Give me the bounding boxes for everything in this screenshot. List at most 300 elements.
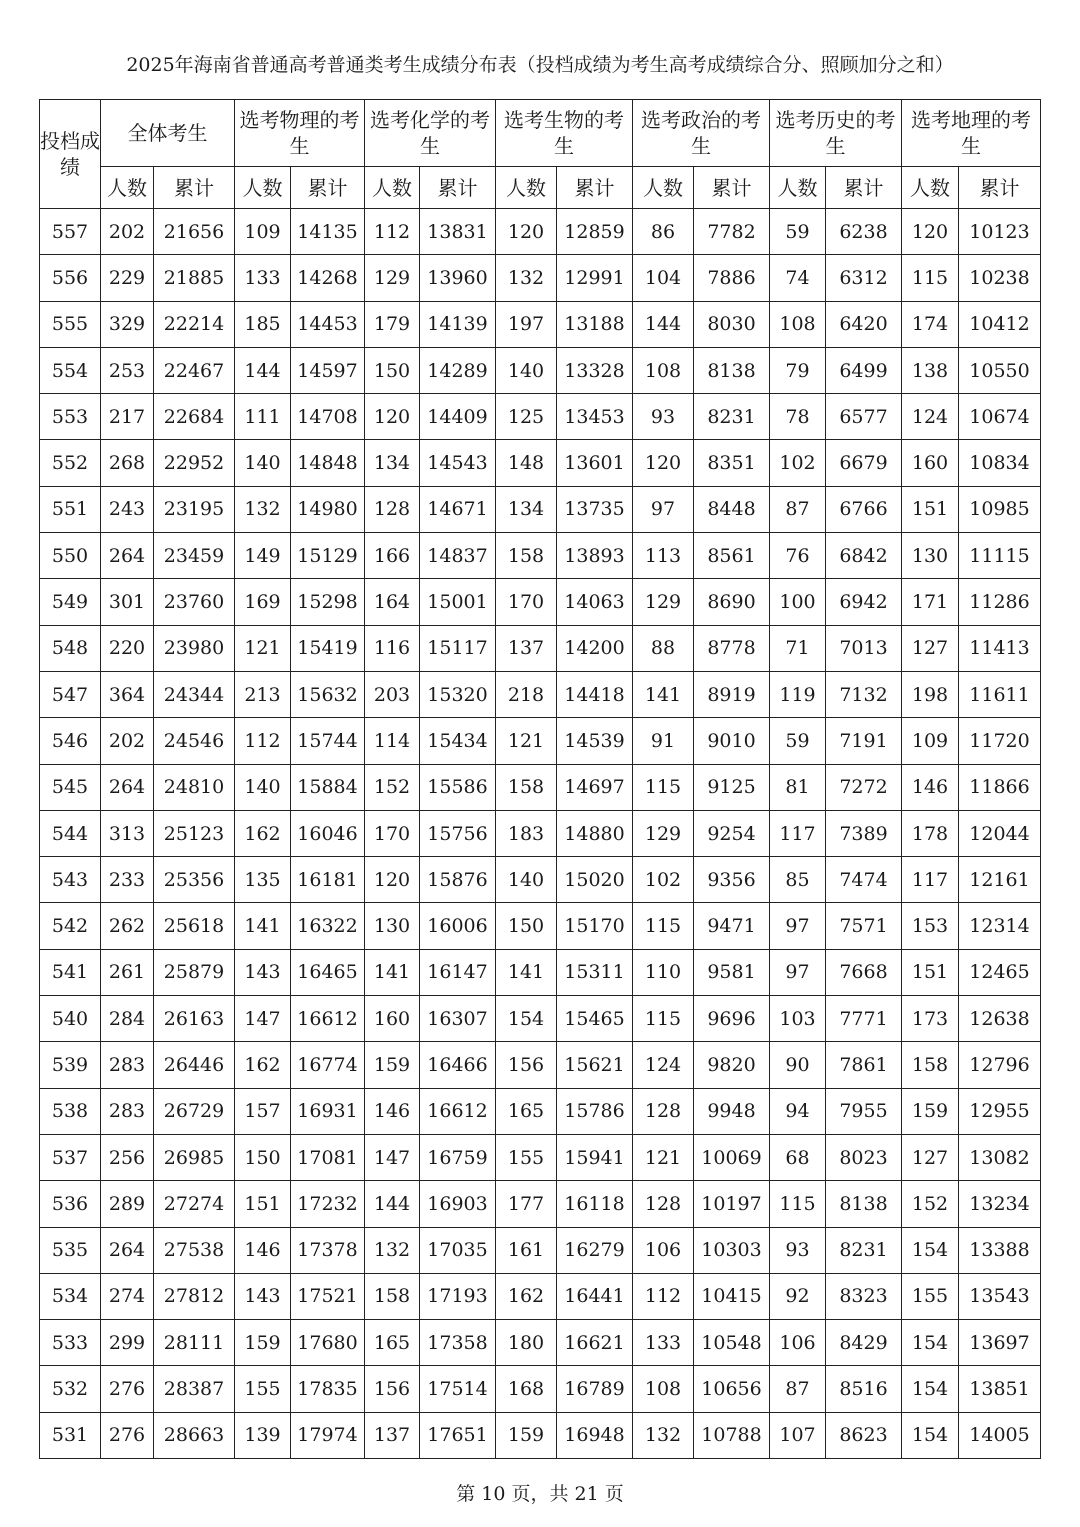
table-cell: 103 — [770, 996, 826, 1042]
table-cell: 220 — [101, 625, 154, 671]
table-cell: 17193 — [420, 1273, 496, 1319]
table-cell: 132 — [365, 1227, 420, 1273]
table-cell: 8429 — [826, 1320, 902, 1366]
table-cell: 22214 — [154, 301, 235, 347]
table-cell: 217 — [101, 394, 154, 440]
table-cell: 16774 — [291, 1042, 365, 1088]
table-cell: 132 — [496, 255, 557, 301]
table-cell: 16322 — [291, 903, 365, 949]
header-count: 人数 — [633, 167, 694, 209]
table-cell: 14697 — [557, 764, 633, 810]
table-cell: 16466 — [420, 1042, 496, 1088]
table-cell: 156 — [365, 1366, 420, 1412]
table-cell: 7132 — [826, 671, 902, 717]
table-cell: 6420 — [826, 301, 902, 347]
table-cell: 21885 — [154, 255, 235, 301]
table-cell: 301 — [101, 579, 154, 625]
table-cell: 23980 — [154, 625, 235, 671]
table-cell: 329 — [101, 301, 154, 347]
table-cell: 159 — [902, 1088, 959, 1134]
table-cell: 15298 — [291, 579, 365, 625]
table-cell: 12314 — [959, 903, 1041, 949]
table-cell: 16621 — [557, 1320, 633, 1366]
table-cell: 15001 — [420, 579, 496, 625]
table-cell: 159 — [235, 1320, 291, 1366]
table-cell: 13735 — [557, 486, 633, 532]
table-cell: 198 — [902, 671, 959, 717]
table-cell: 153 — [902, 903, 959, 949]
table-cell: 151 — [235, 1181, 291, 1227]
score-cell: 547 — [40, 671, 101, 717]
table-cell: 166 — [365, 533, 420, 579]
table-row — [40, 1412, 1041, 1458]
table-cell: 129 — [365, 255, 420, 301]
table-cell: 165 — [496, 1088, 557, 1134]
table-cell: 143 — [235, 949, 291, 995]
table-cell: 156 — [496, 1042, 557, 1088]
table-cell: 130 — [902, 533, 959, 579]
table-cell: 10412 — [959, 301, 1041, 347]
table-cell: 15170 — [557, 903, 633, 949]
table-cell: 10985 — [959, 486, 1041, 532]
table-cell: 171 — [902, 579, 959, 625]
table-cell: 120 — [633, 440, 694, 486]
table-cell: 197 — [496, 301, 557, 347]
table-cell: 276 — [101, 1412, 154, 1458]
table-cell: 93 — [770, 1227, 826, 1273]
table-cell: 283 — [101, 1042, 154, 1088]
table-cell: 10197 — [694, 1181, 770, 1227]
table-row — [40, 1366, 1041, 1412]
table-cell: 13851 — [959, 1366, 1041, 1412]
table-cell: 213 — [235, 671, 291, 717]
table-cell: 158 — [496, 533, 557, 579]
header-cumulative: 累计 — [557, 167, 633, 209]
table-cell: 152 — [902, 1181, 959, 1227]
table-cell: 92 — [770, 1273, 826, 1319]
table-cell: 10415 — [694, 1273, 770, 1319]
table-cell: 115 — [770, 1181, 826, 1227]
table-body — [40, 209, 1041, 1459]
table-cell: 14268 — [291, 255, 365, 301]
table-cell: 81 — [770, 764, 826, 810]
table-row — [40, 1227, 1041, 1273]
table-cell: 15586 — [420, 764, 496, 810]
table-cell: 16612 — [420, 1088, 496, 1134]
table-cell: 170 — [365, 810, 420, 856]
table-cell: 162 — [496, 1273, 557, 1319]
table-cell: 9010 — [694, 718, 770, 764]
header-cumulative: 累计 — [959, 167, 1041, 209]
table-cell: 132 — [235, 486, 291, 532]
table-cell: 8231 — [826, 1227, 902, 1273]
table-cell: 185 — [235, 301, 291, 347]
table-cell: 94 — [770, 1088, 826, 1134]
table-cell: 119 — [770, 671, 826, 717]
header-count: 人数 — [235, 167, 291, 209]
table-row — [40, 764, 1041, 810]
table-cell: 13388 — [959, 1227, 1041, 1273]
table-row — [40, 1181, 1041, 1227]
table-cell: 8023 — [826, 1134, 902, 1180]
score-cell: 532 — [40, 1366, 101, 1412]
table-cell: 146 — [235, 1227, 291, 1273]
header-cumulative: 累计 — [420, 167, 496, 209]
table-cell: 15756 — [420, 810, 496, 856]
table-cell: 15117 — [420, 625, 496, 671]
table-cell: 17974 — [291, 1412, 365, 1458]
score-cell: 538 — [40, 1088, 101, 1134]
table-cell: 17378 — [291, 1227, 365, 1273]
table-cell: 155 — [496, 1134, 557, 1180]
table-cell: 128 — [633, 1181, 694, 1227]
table-cell: 6842 — [826, 533, 902, 579]
table-cell: 59 — [770, 209, 826, 255]
table-cell: 178 — [902, 810, 959, 856]
table-cell: 8231 — [694, 394, 770, 440]
table-cell: 16903 — [420, 1181, 496, 1227]
table-cell: 121 — [633, 1134, 694, 1180]
table-cell: 140 — [235, 764, 291, 810]
table-cell: 6679 — [826, 440, 902, 486]
header-cumulative: 累计 — [154, 167, 235, 209]
table-cell: 26163 — [154, 996, 235, 1042]
table-cell: 151 — [902, 486, 959, 532]
table-cell: 7191 — [826, 718, 902, 764]
table-cell: 151 — [902, 949, 959, 995]
table-cell: 16307 — [420, 996, 496, 1042]
table-cell: 24810 — [154, 764, 235, 810]
table-cell: 27538 — [154, 1227, 235, 1273]
table-cell: 15744 — [291, 718, 365, 764]
table-cell: 10548 — [694, 1320, 770, 1366]
table-cell: 26985 — [154, 1134, 235, 1180]
table-cell: 158 — [496, 764, 557, 810]
table-cell: 133 — [235, 255, 291, 301]
table-cell: 13601 — [557, 440, 633, 486]
table-cell: 8138 — [826, 1181, 902, 1227]
table-cell: 14200 — [557, 625, 633, 671]
table-cell: 134 — [365, 440, 420, 486]
table-cell: 16465 — [291, 949, 365, 995]
table-cell: 22467 — [154, 347, 235, 393]
table-cell: 14848 — [291, 440, 365, 486]
table-cell: 146 — [365, 1088, 420, 1134]
table-cell: 6577 — [826, 394, 902, 440]
table-cell: 17651 — [420, 1412, 496, 1458]
table-cell: 10303 — [694, 1227, 770, 1273]
table-cell: 14005 — [959, 1412, 1041, 1458]
table-cell: 14453 — [291, 301, 365, 347]
table-row — [40, 301, 1041, 347]
table-cell: 16948 — [557, 1412, 633, 1458]
table-cell: 289 — [101, 1181, 154, 1227]
table-row — [40, 903, 1041, 949]
table-cell: 26729 — [154, 1088, 235, 1134]
table-cell: 16279 — [557, 1227, 633, 1273]
table-cell: 150 — [235, 1134, 291, 1180]
table-cell: 88 — [633, 625, 694, 671]
table-cell: 256 — [101, 1134, 154, 1180]
table-cell: 11413 — [959, 625, 1041, 671]
table-cell: 117 — [902, 857, 959, 903]
table-cell: 25123 — [154, 810, 235, 856]
table-cell: 8138 — [694, 347, 770, 393]
table-row — [40, 486, 1041, 532]
table-cell: 283 — [101, 1088, 154, 1134]
table-row — [40, 949, 1041, 995]
table-cell: 115 — [633, 996, 694, 1042]
table-cell: 107 — [770, 1412, 826, 1458]
table-cell: 158 — [902, 1042, 959, 1088]
table-cell: 21656 — [154, 209, 235, 255]
table-cell: 313 — [101, 810, 154, 856]
table-cell: 155 — [902, 1273, 959, 1319]
table-cell: 13082 — [959, 1134, 1041, 1180]
table-cell: 149 — [235, 533, 291, 579]
score-cell: 539 — [40, 1042, 101, 1088]
table-cell: 15786 — [557, 1088, 633, 1134]
table-cell: 13453 — [557, 394, 633, 440]
table-cell: 10550 — [959, 347, 1041, 393]
table-cell: 276 — [101, 1366, 154, 1412]
table-cell: 13234 — [959, 1181, 1041, 1227]
header-count: 人数 — [101, 167, 154, 209]
table-cell: 97 — [770, 949, 826, 995]
score-cell: 557 — [40, 209, 101, 255]
table-cell: 15621 — [557, 1042, 633, 1088]
score-cell: 546 — [40, 718, 101, 764]
table-cell: 243 — [101, 486, 154, 532]
table-cell: 7571 — [826, 903, 902, 949]
table-cell: 16118 — [557, 1181, 633, 1227]
table-cell: 147 — [365, 1134, 420, 1180]
header-group: 选考历史的考生 — [770, 100, 902, 167]
table-cell: 154 — [902, 1320, 959, 1366]
table-cell: 14063 — [557, 579, 633, 625]
table-cell: 138 — [902, 347, 959, 393]
table-cell: 14539 — [557, 718, 633, 764]
table-cell: 114 — [365, 718, 420, 764]
header-group: 选考地理的考生 — [902, 100, 1041, 167]
table-cell: 202 — [101, 718, 154, 764]
table-cell: 9581 — [694, 949, 770, 995]
table-cell: 7771 — [826, 996, 902, 1042]
table-cell: 17514 — [420, 1366, 496, 1412]
table-cell: 135 — [235, 857, 291, 903]
table-cell: 8516 — [826, 1366, 902, 1412]
table-cell: 13831 — [420, 209, 496, 255]
table-cell: 17680 — [291, 1320, 365, 1366]
table-cell: 268 — [101, 440, 154, 486]
table-cell: 165 — [365, 1320, 420, 1366]
table-cell: 233 — [101, 857, 154, 903]
table-cell: 14418 — [557, 671, 633, 717]
table-cell: 112 — [235, 718, 291, 764]
table-cell: 127 — [902, 1134, 959, 1180]
table-cell: 27812 — [154, 1273, 235, 1319]
table-cell: 154 — [902, 1366, 959, 1412]
table-cell: 183 — [496, 810, 557, 856]
score-cell: 534 — [40, 1273, 101, 1319]
score-distribution-table — [39, 99, 1041, 1459]
header-count: 人数 — [770, 167, 826, 209]
table-cell: 6312 — [826, 255, 902, 301]
table-cell: 162 — [235, 810, 291, 856]
table-row — [40, 533, 1041, 579]
table-cell: 102 — [633, 857, 694, 903]
table-cell: 137 — [365, 1412, 420, 1458]
table-cell: 109 — [235, 209, 291, 255]
table-cell: 13188 — [557, 301, 633, 347]
table-cell: 14139 — [420, 301, 496, 347]
table-cell: 120 — [496, 209, 557, 255]
table-cell: 137 — [496, 625, 557, 671]
table-cell: 14597 — [291, 347, 365, 393]
table-cell: 15876 — [420, 857, 496, 903]
table-cell: 177 — [496, 1181, 557, 1227]
score-cell: 552 — [40, 440, 101, 486]
table-cell: 8030 — [694, 301, 770, 347]
table-cell: 8351 — [694, 440, 770, 486]
table-cell: 17035 — [420, 1227, 496, 1273]
table-cell: 9356 — [694, 857, 770, 903]
table-cell: 24546 — [154, 718, 235, 764]
table-cell: 17081 — [291, 1134, 365, 1180]
table-row — [40, 1134, 1041, 1180]
table-cell: 11611 — [959, 671, 1041, 717]
table-cell: 17835 — [291, 1366, 365, 1412]
table-cell: 15320 — [420, 671, 496, 717]
table-cell: 14409 — [420, 394, 496, 440]
header-cumulative: 累计 — [826, 167, 902, 209]
table-cell: 274 — [101, 1273, 154, 1319]
table-cell: 120 — [365, 394, 420, 440]
table-cell: 7955 — [826, 1088, 902, 1134]
table-cell: 133 — [633, 1320, 694, 1366]
header-group: 选考生物的考生 — [496, 100, 633, 167]
table-cell: 10674 — [959, 394, 1041, 440]
table-row — [40, 579, 1041, 625]
header-score: 投档成绩 — [40, 100, 101, 209]
table-cell: 179 — [365, 301, 420, 347]
table-cell: 124 — [902, 394, 959, 440]
table-cell: 130 — [365, 903, 420, 949]
table-row — [40, 857, 1041, 903]
score-cell: 544 — [40, 810, 101, 856]
score-cell: 543 — [40, 857, 101, 903]
table-row — [40, 1273, 1041, 1319]
table-cell: 261 — [101, 949, 154, 995]
table-cell: 152 — [365, 764, 420, 810]
table-cell: 11720 — [959, 718, 1041, 764]
table-cell: 12859 — [557, 209, 633, 255]
table-cell: 85 — [770, 857, 826, 903]
table-cell: 16006 — [420, 903, 496, 949]
table-cell: 17232 — [291, 1181, 365, 1227]
score-cell: 542 — [40, 903, 101, 949]
table-cell: 10788 — [694, 1412, 770, 1458]
table-cell: 13960 — [420, 255, 496, 301]
table-cell: 164 — [365, 579, 420, 625]
table-cell: 74 — [770, 255, 826, 301]
score-cell: 536 — [40, 1181, 101, 1227]
table-cell: 28387 — [154, 1366, 235, 1412]
score-cell: 537 — [40, 1134, 101, 1180]
table-cell: 9696 — [694, 996, 770, 1042]
table-row — [40, 440, 1041, 486]
table-cell: 10238 — [959, 255, 1041, 301]
table-cell: 162 — [235, 1042, 291, 1088]
table-cell: 108 — [770, 301, 826, 347]
score-cell: 549 — [40, 579, 101, 625]
score-cell: 533 — [40, 1320, 101, 1366]
score-cell: 555 — [40, 301, 101, 347]
table-cell: 125 — [496, 394, 557, 440]
table-cell: 23195 — [154, 486, 235, 532]
table-cell: 112 — [365, 209, 420, 255]
table-row — [40, 255, 1041, 301]
table-cell: 8561 — [694, 533, 770, 579]
table-cell: 78 — [770, 394, 826, 440]
table-cell: 14135 — [291, 209, 365, 255]
table-cell: 23760 — [154, 579, 235, 625]
table-cell: 24344 — [154, 671, 235, 717]
table-cell: 13328 — [557, 347, 633, 393]
table-cell: 7389 — [826, 810, 902, 856]
table-cell: 15020 — [557, 857, 633, 903]
table-cell: 10834 — [959, 440, 1041, 486]
table-cell: 12044 — [959, 810, 1041, 856]
table-cell: 144 — [633, 301, 694, 347]
table-cell: 160 — [365, 996, 420, 1042]
table-cell: 174 — [902, 301, 959, 347]
table-cell: 264 — [101, 764, 154, 810]
table-cell: 14880 — [557, 810, 633, 856]
table-cell: 15884 — [291, 764, 365, 810]
table-row — [40, 671, 1041, 717]
table-cell: 9820 — [694, 1042, 770, 1088]
table-cell: 154 — [496, 996, 557, 1042]
table-cell: 128 — [365, 486, 420, 532]
table-cell: 86 — [633, 209, 694, 255]
table-cell: 180 — [496, 1320, 557, 1366]
table-cell: 14671 — [420, 486, 496, 532]
table-cell: 154 — [902, 1412, 959, 1458]
table-cell: 9254 — [694, 810, 770, 856]
table-cell: 264 — [101, 533, 154, 579]
header-group: 选考政治的考生 — [633, 100, 770, 167]
table-cell: 10069 — [694, 1134, 770, 1180]
table-row — [40, 810, 1041, 856]
table-cell: 299 — [101, 1320, 154, 1366]
table-cell: 140 — [235, 440, 291, 486]
table-cell: 16931 — [291, 1088, 365, 1134]
header-count: 人数 — [902, 167, 959, 209]
table-row — [40, 996, 1041, 1042]
table-cell: 9948 — [694, 1088, 770, 1134]
table-cell: 15632 — [291, 671, 365, 717]
score-cell: 548 — [40, 625, 101, 671]
score-cell: 535 — [40, 1227, 101, 1273]
table-cell: 150 — [496, 903, 557, 949]
score-cell: 554 — [40, 347, 101, 393]
table-cell: 11115 — [959, 533, 1041, 579]
header-count: 人数 — [365, 167, 420, 209]
table-cell: 91 — [633, 718, 694, 764]
table-cell: 159 — [365, 1042, 420, 1088]
table-cell: 106 — [770, 1320, 826, 1366]
